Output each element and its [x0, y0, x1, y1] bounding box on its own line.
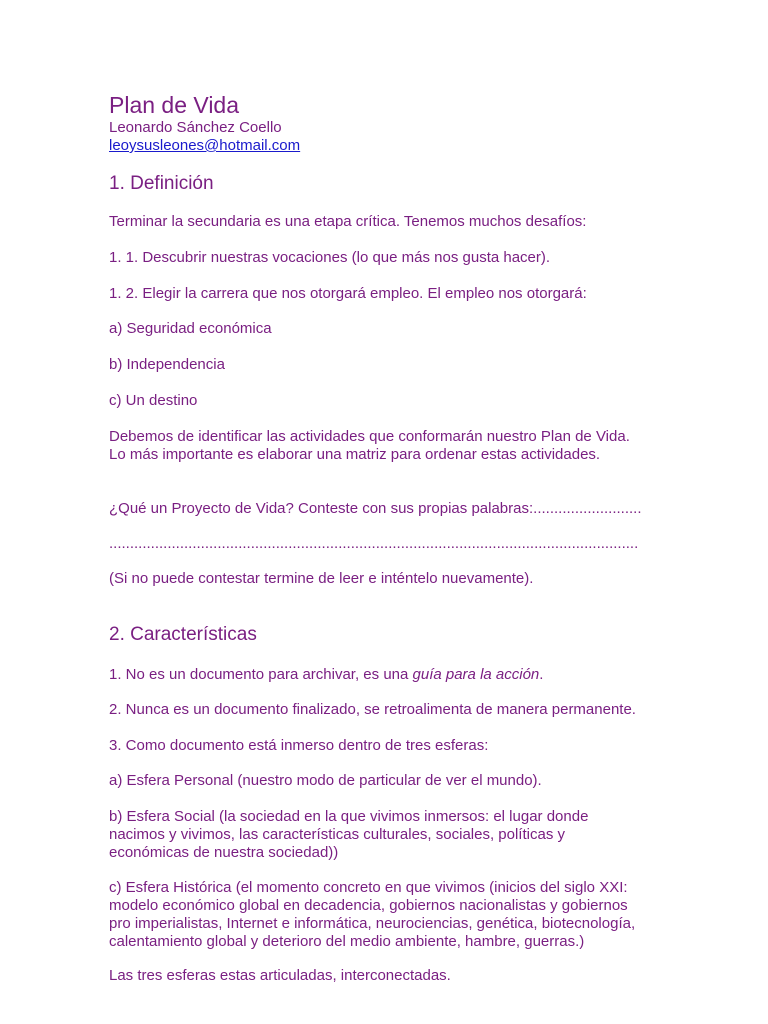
caracteristica-1 — [109, 666, 543, 684]
email-text[interactable]: leoysusleones@hotmail.com — [109, 137, 301, 154]
caracteristica-2: 2. Nunca es un documento finalizado, se retroalimenta de manera permanente. — [109, 701, 636, 718]
retry-hint: (Si no puede contestar termine de leer e inténtelo nuevamente). — [109, 570, 534, 587]
esfera-personal: a) Esfera Personal (nuestro modo de particular de ver el mundo). — [109, 772, 542, 789]
esfera-historica-line-3: pro imperialistas, Internet e informática, neurociencias, genética, biotecnología, — [109, 915, 636, 932]
proyecto-question: ¿Qué un Proyecto de Vida? Conteste con sus propias palabras:.......................... — [109, 500, 642, 517]
option-a: a) Seguridad económica — [109, 320, 272, 337]
caracteristica-1-prefix: 1. No es un documento para archivar, es una — [109, 666, 413, 683]
caracteristica-1-emphasis: guía para la acción — [412, 666, 540, 683]
answer-dotted-line: ............................................................................................................................... — [109, 535, 639, 552]
esfera-historica-line-4: calentamiento global y deterioro del medio ambiente, hambre, guerras.) — [109, 933, 585, 950]
esfera-historica-line-2: modelo económico global en decadencia, gobiernos nacionalistas y gobiernos — [109, 897, 628, 914]
author-name: Leonardo Sánchez Coello — [109, 119, 282, 136]
definicion-intro: Terminar la secundaria es una etapa crítica. Tenemos muchos desafíos: — [109, 213, 587, 230]
esfera-historica-line-1: c) Esfera Histórica (el momento concreto en que vivimos (inicios del siglo XXI: — [109, 879, 628, 896]
section-heading-caracteristicas: 2. Características — [109, 624, 257, 645]
item-1-1: 1. 1. Descubrir nuestras vocaciones (lo que más nos gusta hacer). — [109, 249, 551, 266]
conclusion: Las tres esferas estas articuladas, interconectadas. — [109, 967, 451, 984]
option-c: c) Un destino — [109, 392, 198, 409]
esfera-social-line-1: b) Esfera Social (la sociedad en la que vivimos inmersos: el lugar donde — [109, 808, 589, 825]
closing-line-2: Lo más importante es elaborar una matriz para ordenar estas actividades. — [109, 446, 601, 463]
item-1-2: 1. 2. Elegir la carrera que nos otorgará empleo. El empleo nos otorgará: — [109, 285, 587, 302]
closing-line-1: Debemos de identificar las actividades que conformarán nuestro Plan de Vida. — [109, 428, 630, 445]
option-b: b) Independencia — [109, 356, 225, 373]
author-email-link[interactable] — [109, 137, 300, 155]
caracteristica-1-suffix: . — [539, 666, 544, 683]
section-heading-definicion: 1. Definición — [109, 173, 214, 194]
caracteristica-3: 3. Como documento está inmerso dentro de tres esferas: — [109, 737, 489, 754]
document-title: Plan de Vida — [109, 92, 240, 118]
esfera-social-line-3: económicas de nuestra sociedad)) — [109, 844, 339, 861]
esfera-social-line-2: nacimos y vivimos, las características culturales, sociales, políticas y — [109, 826, 565, 843]
